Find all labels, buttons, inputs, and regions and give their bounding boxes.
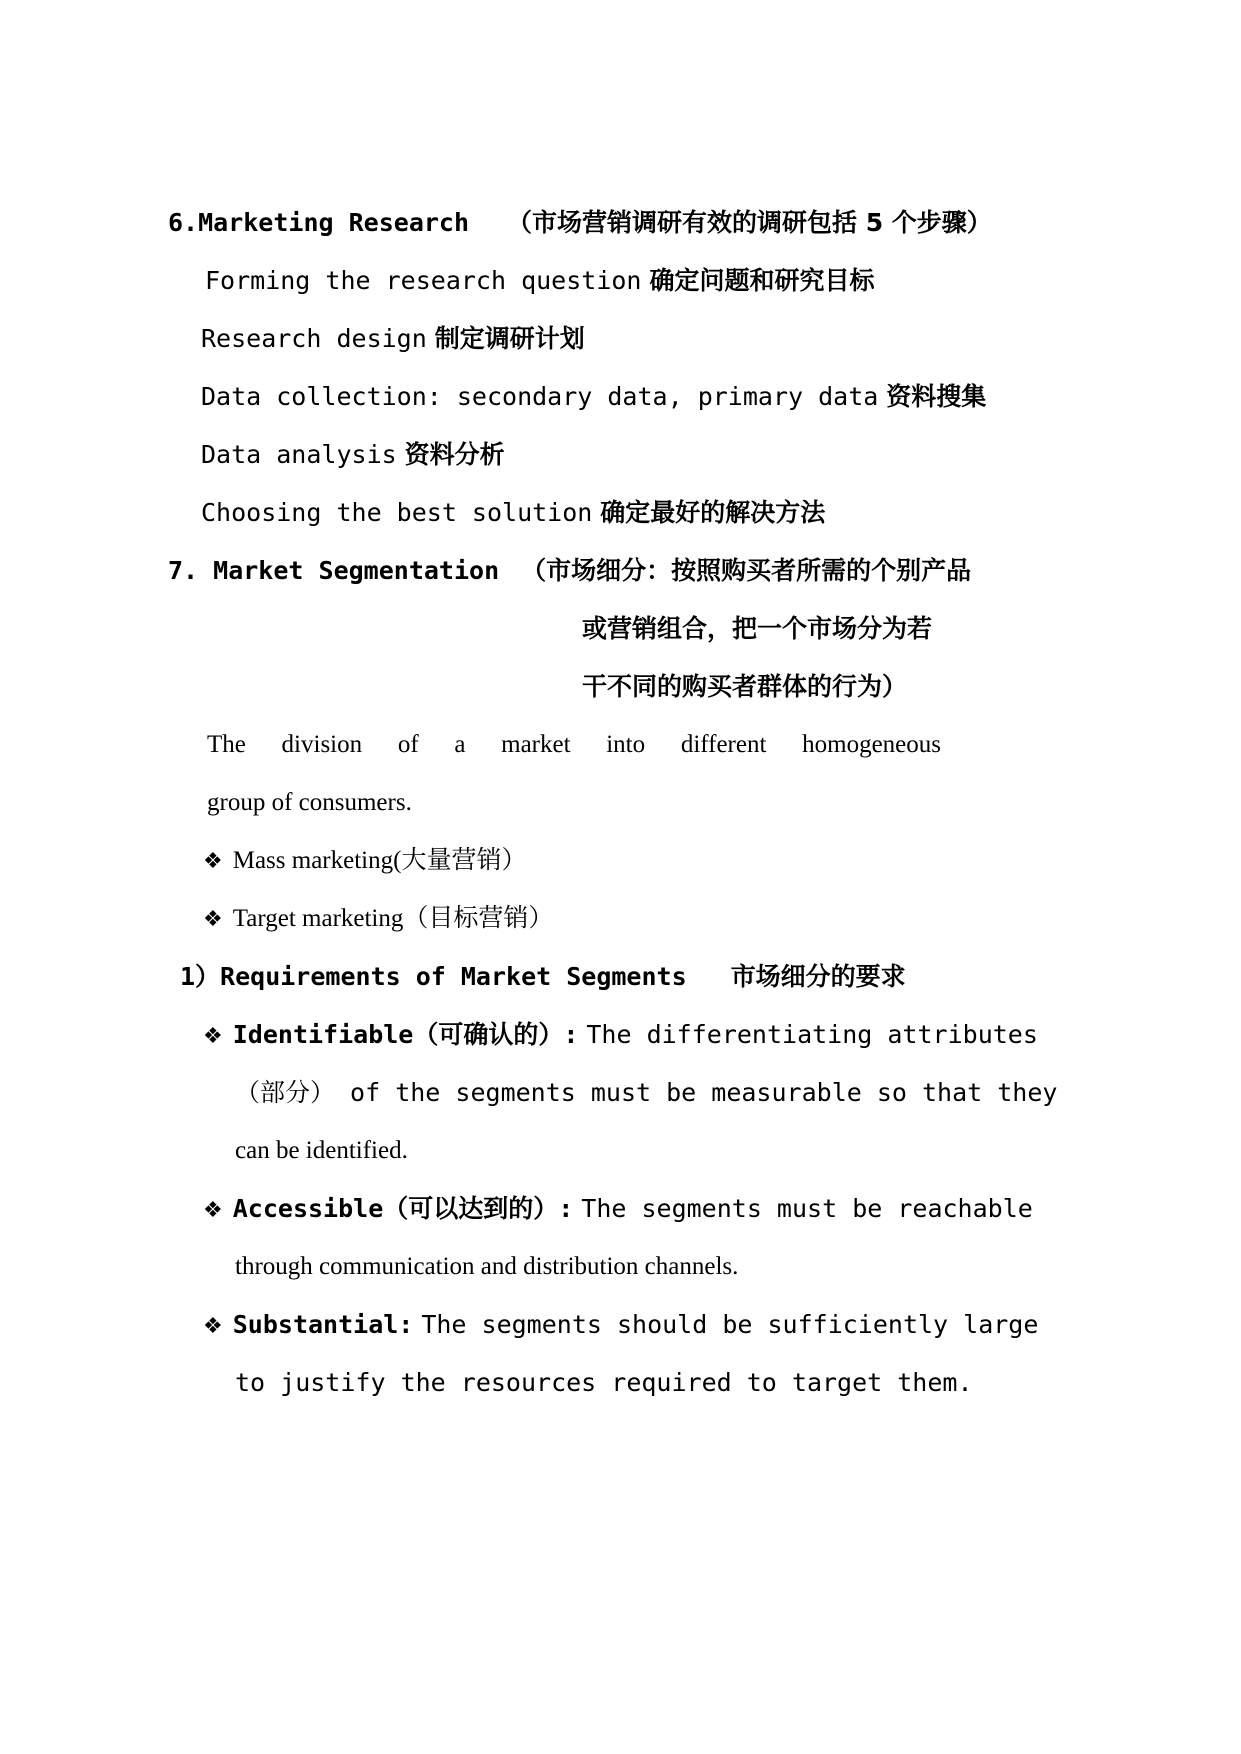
list-item — [203, 899, 553, 939]
section-6-heading-line — [168, 203, 992, 243]
section-7-heading: 7. Market Segmentation — [168, 556, 500, 585]
section-7-heading-note: （市场细分：按照购买者所需的个别产品 — [521, 556, 972, 585]
requirements-heading: 1）Requirements of Market Segments — [180, 962, 687, 991]
requirement-text: to justify the resources required to target them. — [235, 1368, 973, 1397]
section-6-heading: 6.Marketing Research — [168, 208, 470, 237]
list-item — [203, 841, 526, 881]
requirement-text: through communication and distribution channels. — [235, 1253, 739, 1280]
research-step-en: Research design — [201, 324, 427, 353]
research-step-en: Forming the research question — [205, 266, 642, 295]
research-step-zh: 资料搜集 — [886, 382, 987, 411]
research-step — [201, 435, 505, 475]
research-step-zh: 确定问题和研究目标 — [649, 266, 875, 295]
definition-line: The division of a market into different homogeneous — [207, 731, 941, 758]
definition-line: group of consumers. — [207, 789, 412, 816]
research-step-zh: 资料分析 — [404, 440, 505, 469]
requirements-heading-line — [180, 957, 906, 997]
requirement-item — [203, 1189, 1033, 1229]
diamond-bullet-icon: ❖ — [203, 849, 223, 874]
research-step — [201, 493, 825, 533]
requirement-item — [203, 1305, 1038, 1345]
research-step — [201, 377, 986, 417]
section-6-heading-note: （市场营销调研有效的调研包括 5 个步骤） — [506, 208, 992, 237]
requirement-text: can be identified. — [235, 1137, 408, 1164]
diamond-bullet-icon: ❖ — [203, 1314, 223, 1339]
requirement-term: Identifiable（可确认的）: — [232, 1020, 579, 1049]
research-step-en: Choosing the best solution — [201, 498, 593, 527]
requirement-term: Accessible（可以达到的）: — [232, 1194, 574, 1223]
requirement-text: （部分） of the segments must be measurable so that they — [235, 1078, 1058, 1107]
list-item-text: Mass marketing(大量营销） — [232, 847, 527, 874]
research-step — [201, 319, 585, 359]
diamond-bullet-icon: ❖ — [203, 1198, 223, 1223]
requirement-text: The segments should be sufficiently large — [421, 1310, 1039, 1339]
section-7-heading-line — [168, 551, 971, 591]
requirement-text: The differentiating attributes — [586, 1020, 1038, 1049]
section-7-heading-note-cont: 或营销组合，把一个市场分为若 — [582, 614, 933, 643]
diamond-bullet-icon: ❖ — [203, 1024, 223, 1049]
research-step-en: Data collection: secondary data, primary data — [201, 382, 879, 411]
research-step-zh: 制定调研计划 — [434, 324, 585, 353]
research-step — [205, 261, 874, 301]
requirement-item — [203, 1015, 1038, 1055]
list-item-text: Target marketing（目标营销） — [232, 905, 554, 932]
diamond-bullet-icon: ❖ — [203, 907, 223, 932]
requirements-heading-zh: 市场细分的要求 — [730, 962, 906, 991]
requirement-text: The segments must be reachable — [581, 1194, 1033, 1223]
research-step-en: Data analysis — [201, 440, 397, 469]
section-7-heading-note-cont: 干不同的购买者群体的行为） — [582, 672, 908, 701]
research-step-zh: 确定最好的解决方法 — [600, 498, 826, 527]
requirement-term: Substantial: — [232, 1310, 414, 1339]
